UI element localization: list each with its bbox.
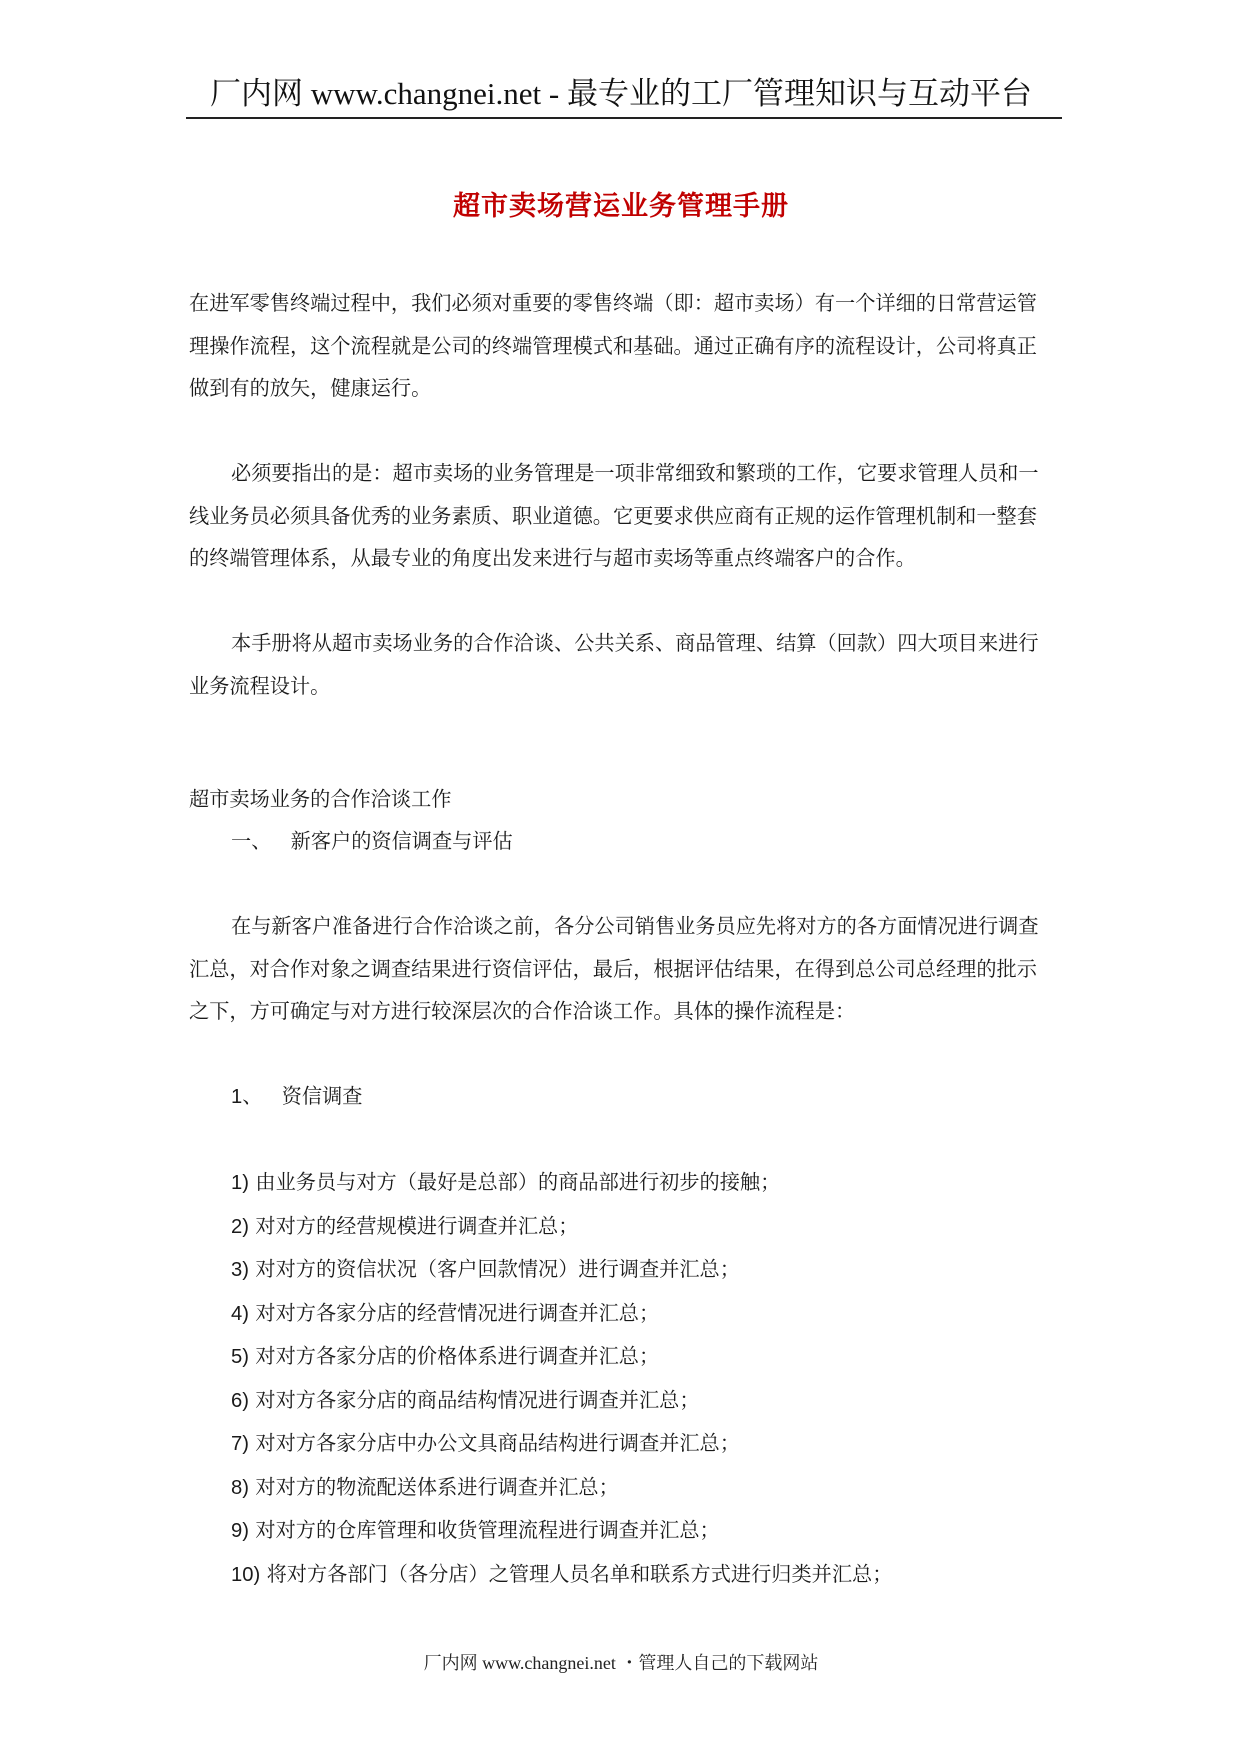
investigation-list xyxy=(189,1161,1049,1596)
page-header: 厂内网 www.changnei.net - 最专业的工厂管理知识与互动平台 xyxy=(210,76,1032,111)
page-footer: 厂内网 www.changnei.net ・管理人自己的下载网站 xyxy=(423,1653,819,1673)
list-item: 9) 对对方的仓库管理和收货管理流程进行调查并汇总； xyxy=(231,1518,720,1542)
document-title: 超市卖场营运业务管理手册 xyxy=(453,191,789,222)
section-heading: 超市卖场业务的合作洽谈工作 xyxy=(189,786,452,811)
list-item: 10) 将对方各部门（各分店）之管理人员名单和联系方式进行归类并汇总； xyxy=(231,1561,893,1586)
procedure-paragraph: 在与新客户准备进行合作洽谈之前，各分公司销售业务员应先将对方的各方面情况进行调查汇总，对合作对象之调查结果进行资信评估，最后，根据评估结果，在得到总公司总经理的批示之下，方可确定与对方进行较深层次的合作洽谈工作。具体的操作流程是： xyxy=(189,914,1039,1023)
scope-paragraph: 本手册将从超市卖场业务的合作洽谈、公共关系、商品管理、结算（回款）四大项目来进行业务流程设计。 xyxy=(189,631,1039,698)
header-rule xyxy=(186,117,1062,119)
list-item: 2) 对对方的经营规模进行调查并汇总； xyxy=(231,1213,579,1238)
list-item: 8) 对对方的物流配送体系进行调查并汇总； xyxy=(231,1474,619,1499)
item-number: 1、 xyxy=(231,1086,263,1108)
requirement-paragraph: 必须要指出的是：超市卖场的业务管理是一项非常细致和繁琐的工作，它要求管理人员和一线业务员必须具备优秀的业务素质、职业道德。它更要求供应商有正规的运作管理机制和一整套的终端管理体系，从最专业的角度出发来进行与超市卖场等重点终端客户的合作。 xyxy=(189,461,1039,570)
subsection-title: 新客户的资信调查与评估 xyxy=(290,829,513,853)
document-body xyxy=(189,282,1049,1596)
list-item: 3) 对对方的资信状况（客户回款情况）进行调查并汇总； xyxy=(231,1257,740,1281)
intro-paragraph: 在进军零售终端过程中，我们必须对重要的零售终端（即：超市卖场）有一个详细的日常营运管理操作流程，这个流程就是公司的终端管理模式和基础。通过正确有序的流程设计，公司将真正做到有的放矢，健康运行。 xyxy=(189,291,1037,400)
list-item: 4) 对对方各家分店的经营情况进行调查并汇总； xyxy=(231,1300,660,1325)
list-item: 7) 对对方各家分店中办公文具商品结构进行调查并汇总； xyxy=(231,1431,740,1455)
subsection-heading xyxy=(189,820,1049,863)
subsection-number: 一、 xyxy=(231,829,272,853)
list-item: 5) 对对方各家分店的价格体系进行调查并汇总； xyxy=(231,1344,660,1368)
item-heading xyxy=(189,1075,1049,1119)
list-item: 6) 对对方各家分店的商品结构情况进行调查并汇总； xyxy=(231,1387,700,1412)
item-title: 资信调查 xyxy=(281,1084,363,1108)
list-item: 1) 由业务员与对方（最好是总部）的商品部进行初步的接触； xyxy=(231,1170,781,1194)
